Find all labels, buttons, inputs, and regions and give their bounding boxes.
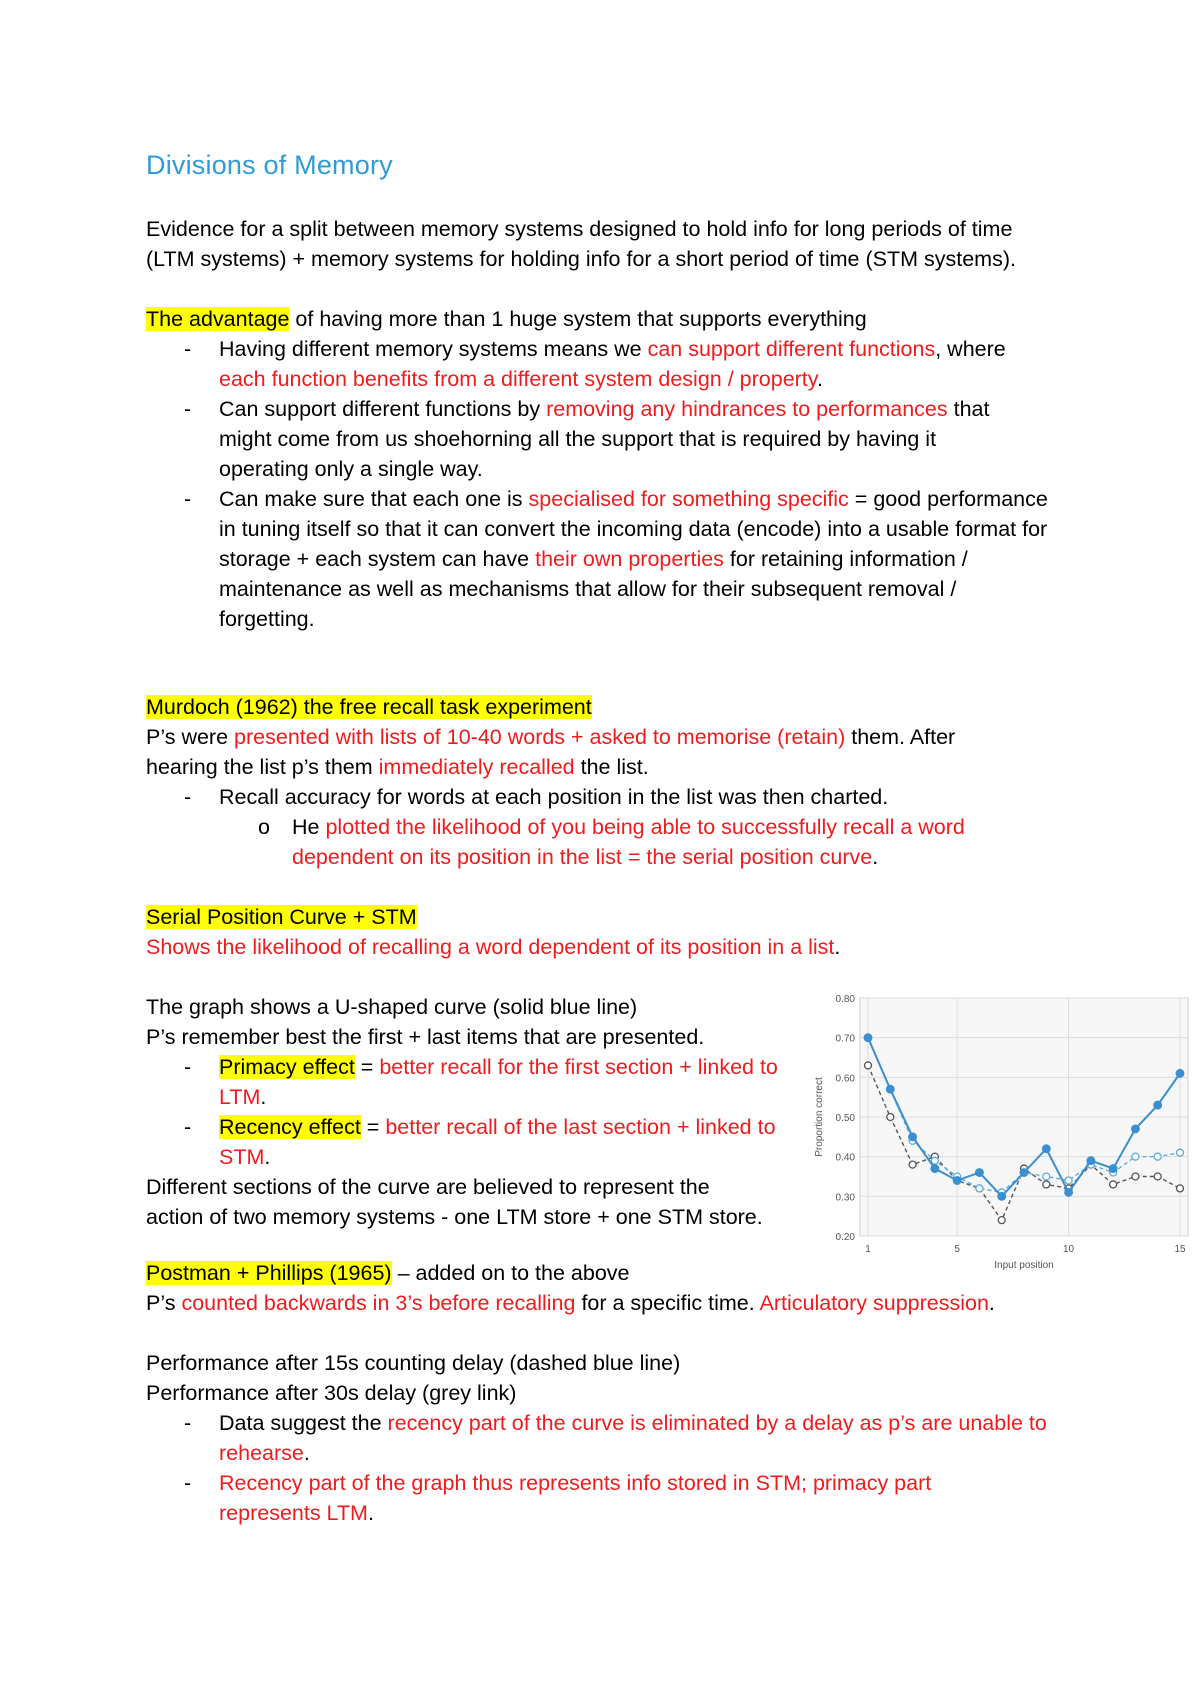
advantage-bullet-3 xyxy=(146,484,1054,634)
text-run: , where xyxy=(935,337,1006,361)
murdoch-paragraph xyxy=(146,722,1006,782)
advantage-bullet-2 xyxy=(146,394,1011,484)
x-tick-label: 10 xyxy=(1063,1244,1075,1255)
chart-svg xyxy=(808,986,1198,1278)
red-text-run: can support different functions xyxy=(647,337,936,361)
y-tick-label: 0.60 xyxy=(835,1073,855,1085)
text-run: . xyxy=(264,1145,271,1169)
series-1-point xyxy=(864,1034,872,1042)
text-run: He xyxy=(292,815,326,839)
red-text-run: specialised for something specific xyxy=(528,487,849,511)
primacy-highlight: Primacy effect xyxy=(219,1055,355,1079)
x-tick-label: 1 xyxy=(865,1244,871,1255)
series-3-point xyxy=(1110,1181,1117,1188)
spc-red-line xyxy=(146,932,840,962)
murdoch-heading-highlight: Murdoch (1962) the free recall task experiment xyxy=(146,695,592,719)
postman-bullet-list xyxy=(146,1408,1066,1528)
series-1-point xyxy=(953,1177,961,1185)
y-tick-label: 0.20 xyxy=(835,1232,855,1243)
text-run: . xyxy=(816,367,823,391)
series-2-point xyxy=(1043,1173,1050,1180)
postman-paragraph xyxy=(146,1288,1066,1318)
spc-heading xyxy=(146,902,840,932)
y-tick-label: 0.50 xyxy=(835,1113,855,1124)
red-text-run: Recency part of the graph thus represents info stored in STM; primacy part represents LTM xyxy=(219,1471,932,1525)
text-run: = xyxy=(360,1115,386,1139)
advantage-heading xyxy=(146,304,1076,334)
red-text-run: each function benefits from a different system design / property xyxy=(219,367,817,391)
serial-position-chart xyxy=(808,986,1198,1278)
text-run: . xyxy=(834,935,841,959)
page-title: Divisions of Memory xyxy=(146,150,393,180)
series-2-point xyxy=(1132,1153,1139,1160)
murdoch-bullet-1: - Recall accuracy for words at each position in the list was then charted. xyxy=(146,782,1006,812)
postman-heading xyxy=(146,1258,1066,1288)
series-3-point xyxy=(998,1217,1005,1224)
series-1-point xyxy=(1087,1157,1095,1165)
text-run: for a specific time. xyxy=(575,1291,760,1315)
advantage-bullet-list xyxy=(146,334,1076,634)
spc-graph-line-2: P’s remember best the first + last items that are presented. xyxy=(146,1025,705,1049)
intro-section xyxy=(146,214,1016,274)
red-text-run: their own properties xyxy=(535,547,724,571)
spc-diff-line-1: Different sections of the curve are believed to represent the xyxy=(146,1175,710,1199)
red-text-run: counted backwards in 3’s before recalling xyxy=(181,1291,576,1315)
series-3-point xyxy=(1154,1173,1161,1180)
series-1-point xyxy=(1109,1165,1117,1173)
primacy-bullet xyxy=(146,1052,819,1112)
red-text-run: better recall for the first section + linked to LTM xyxy=(219,1055,778,1109)
text-run: them. After hearing the list p’s them xyxy=(146,725,956,779)
text-run: . xyxy=(303,1441,310,1465)
text-run: that might come from us shoehorning all the support that is required by having it operating only a single way. xyxy=(219,397,990,481)
series-1-point xyxy=(931,1165,939,1173)
series-3-point xyxy=(1132,1173,1139,1180)
x-tick-label: 15 xyxy=(1174,1244,1186,1255)
text-run: . xyxy=(988,1291,995,1315)
postman-section xyxy=(146,1258,1066,1528)
series-1-point xyxy=(1154,1101,1162,1109)
y-tick-label: 0.40 xyxy=(835,1152,855,1164)
series-2-point xyxy=(1177,1149,1184,1156)
intro-line-2: (LTM systems) + memory systems for holding info for a short period of time (STM systems). xyxy=(146,247,1016,271)
series-2-point xyxy=(1065,1177,1072,1184)
text-run: . xyxy=(872,845,879,869)
advantage-heading-rest: of having more than 1 huge system that supports everything xyxy=(289,307,867,331)
spc-bullet-list xyxy=(146,1052,840,1172)
series-1-point xyxy=(1176,1070,1184,1078)
text-run: Can make sure that each one is xyxy=(219,487,529,511)
text-run: = good performance in tuning itself so that it can convert the incoming data (encode) into a usable format for storage + each system can have xyxy=(219,487,1048,571)
text-run: = xyxy=(354,1055,380,1079)
text-run: Can support different functions by xyxy=(219,397,547,421)
series-3-point xyxy=(887,1114,894,1121)
red-text-run: presented with lists of 10-40 words + asked to memorise (retain) xyxy=(234,725,846,749)
red-text-run: better recall of the last section + linked to STM xyxy=(219,1115,776,1169)
intro-line-1: Evidence for a split between memory systems designed to hold info for long periods of time xyxy=(146,217,1013,241)
series-2-point xyxy=(931,1157,938,1164)
murdoch-sub-list xyxy=(146,812,1006,872)
red-text-run: removing any hindrances to performances xyxy=(546,397,948,421)
advantage-heading-highlight: The advantage xyxy=(146,307,290,331)
y-tick-label: 0.30 xyxy=(835,1192,855,1204)
series-1-point xyxy=(909,1133,917,1141)
series-2-point xyxy=(1154,1153,1161,1160)
x-tick-label: 5 xyxy=(954,1244,960,1255)
postman-bullet-2 xyxy=(146,1468,999,1528)
series-1-point xyxy=(886,1085,894,1093)
y-tick-label: 0.70 xyxy=(835,1033,855,1045)
text-run: for retaining information / maintenance as well as mechanisms that allow for their subsequent removal / forgetting. xyxy=(219,547,968,631)
postman-heading-highlight: Postman + Phillips (1965) xyxy=(146,1261,392,1285)
red-text-run: immediately recalled xyxy=(378,755,575,779)
y-tick-label: 0.80 xyxy=(835,994,855,1005)
series-1-point xyxy=(998,1193,1006,1201)
series-3-point xyxy=(1043,1181,1050,1188)
spc-heading-highlight: Serial Position Curve + STM xyxy=(146,905,417,929)
spc-graph-line-1: The graph shows a U-shaped curve (solid blue line) xyxy=(146,995,638,1019)
series-3-point xyxy=(865,1062,872,1069)
series-1-point xyxy=(1132,1125,1140,1133)
text-run: the list. xyxy=(574,755,649,779)
series-3-point xyxy=(1177,1185,1184,1192)
red-text-run: plotted the likelihood of you being able to successfully recall a word dependent on its position in the list = the serial position curve xyxy=(292,815,965,869)
red-text-run: Shows the likelihood of recalling a word dependent of its position in a list xyxy=(146,935,835,959)
series-1-point xyxy=(1042,1145,1050,1153)
text-run: – added on to the above xyxy=(391,1261,630,1285)
postman-bullet-1 xyxy=(146,1408,1054,1468)
text-run: Having different memory systems means we xyxy=(219,337,648,361)
text-run: Data suggest the xyxy=(219,1411,388,1435)
perf-line-1: Performance after 15s counting delay (dashed blue line) xyxy=(146,1351,681,1375)
perf-line-2: Performance after 30s delay (grey link) xyxy=(146,1381,517,1405)
series-1-point xyxy=(1020,1169,1028,1177)
series-3-point xyxy=(909,1161,916,1168)
advantage-section xyxy=(146,304,1076,634)
murdoch-sub-bullet xyxy=(146,812,1012,872)
text-run: P’s xyxy=(146,1291,182,1315)
murdoch-section xyxy=(146,692,1006,872)
spc-section xyxy=(146,902,840,1232)
circle-bullet-icon: o xyxy=(258,815,270,839)
text-run: . xyxy=(260,1085,267,1109)
spc-diff-line-2: action of two memory systems - one LTM store + one STM store. xyxy=(146,1205,763,1229)
murdoch-bullet-list xyxy=(146,782,1006,812)
series-1-point xyxy=(1065,1189,1073,1197)
recency-highlight: Recency effect xyxy=(219,1115,361,1139)
series-2-point xyxy=(976,1185,983,1192)
recency-bullet xyxy=(146,1112,819,1172)
murdoch-heading xyxy=(146,692,1006,722)
y-axis-label: Proportion correct xyxy=(814,1077,825,1157)
red-text-run: Articulatory suppression xyxy=(759,1291,989,1315)
x-axis-label: Input position xyxy=(994,1260,1054,1271)
red-text-run: recency part of the curve is eliminated by a delay as p’s are unable to rehearse xyxy=(219,1411,1047,1465)
advantage-bullet-1 xyxy=(146,334,1011,394)
text-run: . xyxy=(367,1501,374,1525)
series-1-point xyxy=(976,1169,984,1177)
text-run: P’s were xyxy=(146,725,235,749)
